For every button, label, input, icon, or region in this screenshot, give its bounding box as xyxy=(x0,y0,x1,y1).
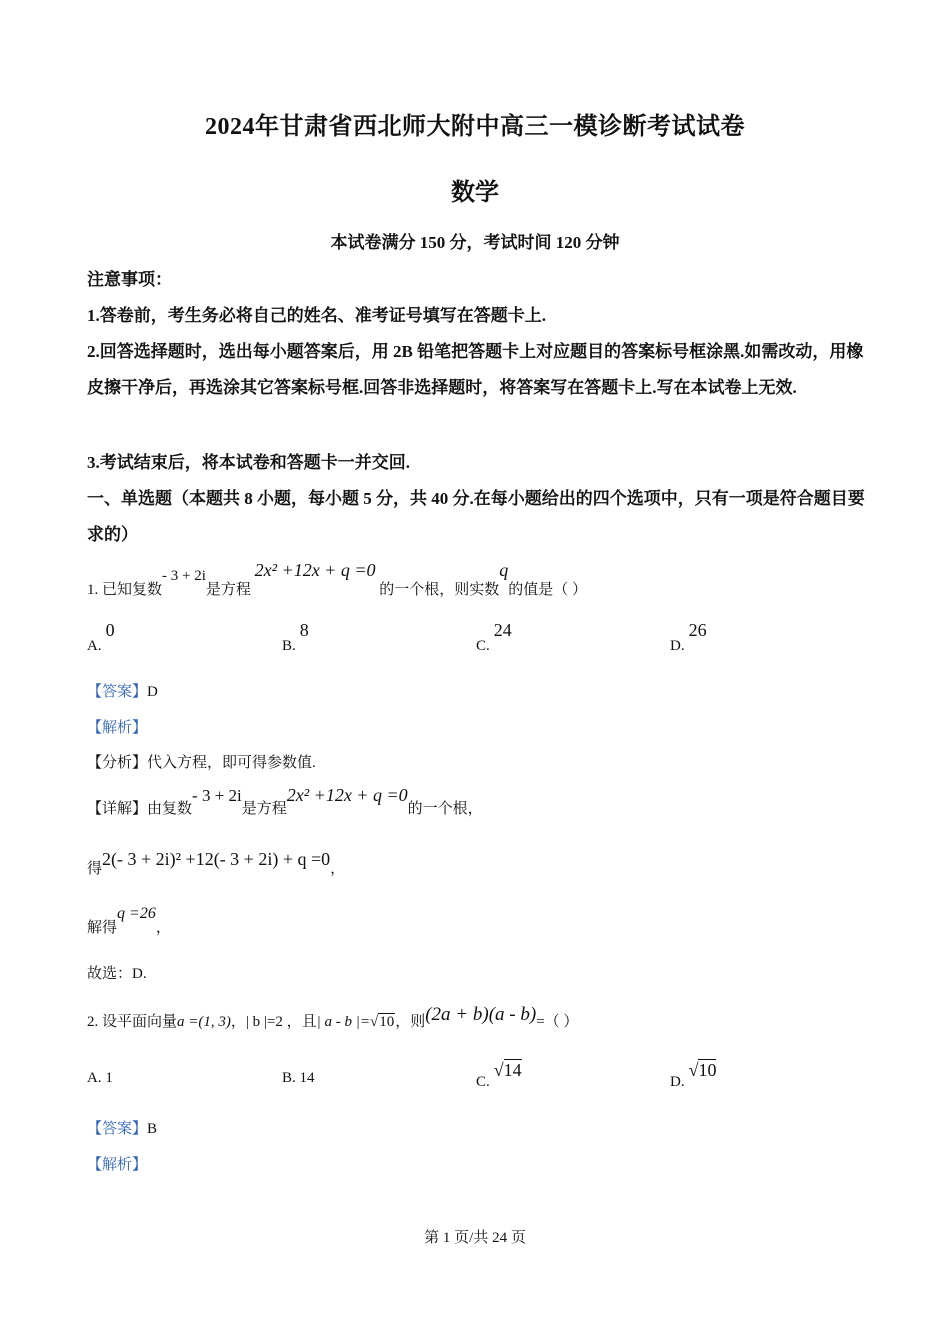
q1-analysis-tag: 【解析】 xyxy=(87,720,148,736)
q1-detail: 【详解】由复数- 3 + 2i是方程2x² +12x + q =0的一个根， xyxy=(87,785,483,817)
q2-answer: 【答案】B xyxy=(87,1121,158,1137)
section-1-heading: 一、单选题（本题共 8 小题，每小题 5 分，共 40 分.在每小题给出的四个选项中，只有一项是符合题目要求的） xyxy=(87,489,865,544)
q1-choose: 故选：D. xyxy=(87,966,147,982)
page-footer: 第 1 页/共 24 页 xyxy=(424,1230,526,1246)
variable-q: q xyxy=(499,560,509,580)
q2-option-b: B. 14 xyxy=(282,1070,315,1086)
notice-item-1: 1.答卷前，考生务必将自己的姓名、准考证号填写在答题卡上. xyxy=(87,306,546,325)
complex-number: - 3 + 2i xyxy=(162,568,206,584)
q1-substitution: 得2(- 3 + 2i)² +12(- 3 + 2i) + q =0， xyxy=(87,849,346,877)
q2-option-c: C.√14 xyxy=(476,1060,522,1090)
q1-answer: 【答案】D xyxy=(87,684,158,700)
solution-equation: q =26 xyxy=(117,905,156,922)
q2-option-a: A. 1 xyxy=(87,1070,113,1086)
equation: 2x² +12x + q =0 xyxy=(254,560,376,580)
q2-analysis-tag: 【解析】 xyxy=(87,1157,148,1173)
q1-solution: 解得q =26， xyxy=(87,905,171,936)
q1-option-a: A.0 xyxy=(87,620,115,654)
substitution-equation: 2(- 3 + 2i)² +12(- 3 + 2i) + q =0 xyxy=(102,849,331,869)
question-1-stem: 1. 已知复数- 3 + 2i是方程 2x² +12x + q =0 的一个根，则实数q的值是（ ） xyxy=(87,560,588,598)
vector-a: a =(1, 3) xyxy=(177,1014,231,1030)
q1-fenxi: 【分析】代入方程，即可得参数值. xyxy=(87,755,316,771)
subject-title: 数学 xyxy=(451,180,499,206)
exam-info: 本试卷满分 150 分，考试时间 120 分钟 xyxy=(330,233,620,252)
notice-item-3: 3.考试结束后，将本试卷和答题卡一并交回. xyxy=(87,453,410,472)
notice-item-2: 2.回答选择题时，选出每小题答案后，用 2B 铅笔把答题卡上对应题目的答案标号框涂黑.如需改动，用橡皮擦干净后，再选涂其它答案标号框.回答非选择题时，将答案写在答题卡上.写在本试卷上无效. xyxy=(87,342,864,397)
sqrt-10: √10 xyxy=(369,1014,395,1030)
question-2-stem: 2. 设平面向量a =(1, 3)，| b |=2 ，且| a - b |=√10，则(2a + b)(a - b)=（ ） xyxy=(87,1004,579,1030)
notice-heading: 注意事项： xyxy=(87,270,172,289)
q1-option-c: C.24 xyxy=(476,620,512,654)
dot-product-expression: (2a + b)(a - b) xyxy=(425,1004,537,1025)
q2-option-d: D.√10 xyxy=(670,1060,717,1090)
exam-title: 2024年甘肃省西北师大附中高三一模诊断考试试卷 xyxy=(205,114,745,140)
vector-diff-norm: | a - b |= xyxy=(316,1014,370,1030)
q1-option-d: D.26 xyxy=(670,620,707,654)
q1-option-b: B.8 xyxy=(282,620,309,654)
